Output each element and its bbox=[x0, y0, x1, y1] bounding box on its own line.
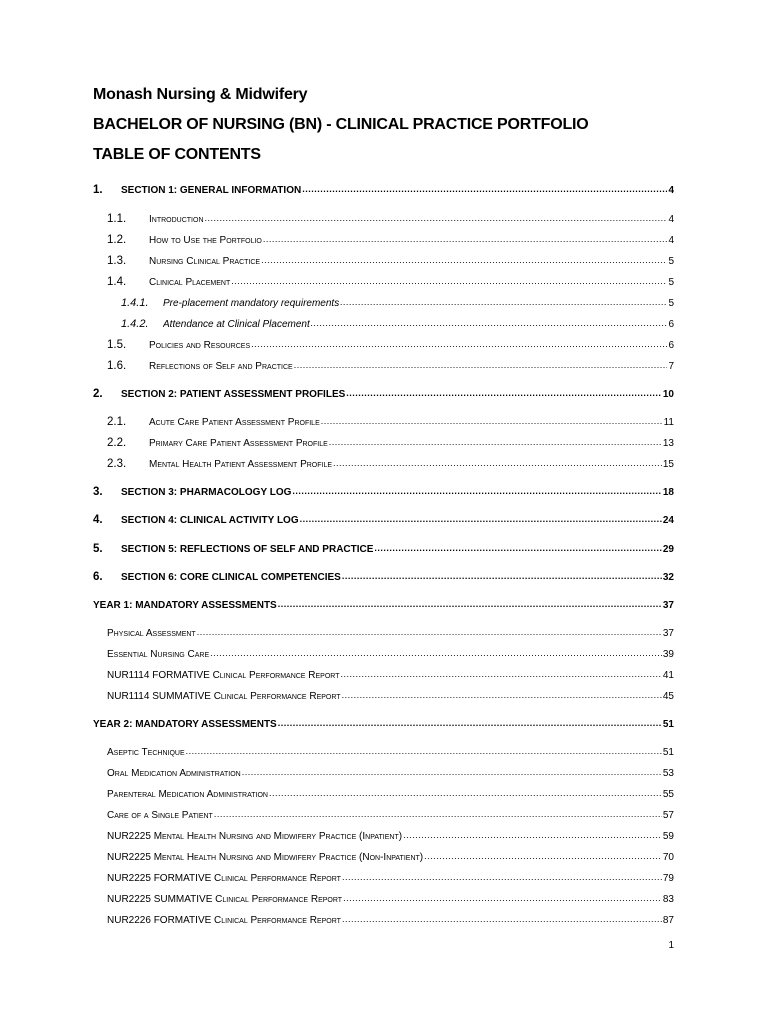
dot-leader bbox=[333, 459, 662, 468]
organization-name: Monash Nursing & Midwifery bbox=[93, 86, 308, 103]
toc-entry-line bbox=[121, 544, 674, 555]
toc-entry-label: Clinical Placement bbox=[149, 277, 231, 288]
toc-entry-label: SECTION 1: GENERAL INFORMATION bbox=[121, 185, 302, 196]
toc-entry[interactable] bbox=[0, 891, 768, 905]
toc-entry-label: Care of a Single Patient bbox=[107, 810, 213, 821]
toc-entry-label: SECTION 2: PATIENT ASSESSMENT PROFILES bbox=[121, 389, 346, 400]
toc-entry-label: Nursing Clinical Practice bbox=[149, 256, 261, 267]
toc-entry-page: 5 bbox=[668, 256, 674, 267]
toc-entry[interactable] bbox=[0, 512, 768, 526]
toc-entry[interactable] bbox=[0, 182, 768, 196]
toc-entry-number: 3. bbox=[93, 486, 103, 498]
dot-leader bbox=[343, 894, 662, 903]
toc-entry-page: 6 bbox=[668, 340, 674, 351]
toc-entry-page: 57 bbox=[662, 810, 674, 821]
toc-entry-line bbox=[107, 894, 674, 905]
toc-entry-page: 51 bbox=[662, 747, 674, 758]
toc-entry-number: 1.2. bbox=[107, 234, 127, 246]
toc-entry-line bbox=[163, 298, 674, 309]
toc-entry-line bbox=[107, 628, 674, 639]
dot-leader bbox=[340, 298, 667, 307]
toc-entry-number: 1.3. bbox=[107, 255, 127, 267]
toc-entry-page: 6 bbox=[668, 319, 674, 330]
dot-leader bbox=[374, 544, 661, 553]
toc-entry-line bbox=[121, 572, 674, 583]
toc-entry-line bbox=[163, 319, 674, 330]
dot-leader bbox=[231, 277, 667, 286]
dot-leader bbox=[300, 515, 662, 524]
toc-entry-label: Mental Health Patient Assessment Profile bbox=[149, 459, 333, 470]
toc-entry[interactable] bbox=[0, 386, 768, 400]
toc-entry[interactable] bbox=[0, 849, 768, 863]
toc-entry-page: 37 bbox=[662, 628, 674, 639]
dot-leader bbox=[210, 649, 662, 658]
toc-entry[interactable] bbox=[0, 625, 768, 639]
dot-leader bbox=[186, 747, 662, 756]
dot-leader bbox=[342, 572, 662, 581]
dot-leader bbox=[214, 810, 662, 819]
toc-entry-line bbox=[107, 649, 674, 660]
toc-entry-line bbox=[149, 256, 674, 267]
toc-entry-number: 6. bbox=[93, 571, 103, 583]
toc-entry-line bbox=[149, 214, 674, 225]
toc-entry[interactable] bbox=[0, 786, 768, 800]
toc-entry-number: 2. bbox=[93, 388, 103, 400]
toc-entry-number: 5. bbox=[93, 543, 103, 555]
toc-entry-page: 7 bbox=[668, 361, 674, 372]
toc-entry[interactable] bbox=[0, 870, 768, 884]
toc-entry[interactable] bbox=[0, 435, 768, 449]
toc-entry-label: SECTION 5: REFLECTIONS OF SELF AND PRACTICE bbox=[121, 544, 374, 555]
dot-leader bbox=[263, 235, 668, 244]
toc-entry[interactable] bbox=[0, 253, 768, 267]
dot-leader bbox=[342, 915, 662, 924]
toc-entry-page: 45 bbox=[662, 691, 674, 702]
dot-leader bbox=[346, 389, 662, 398]
toc-entry-page: 13 bbox=[662, 438, 674, 449]
toc-entry[interactable] bbox=[0, 912, 768, 926]
toc-entry[interactable] bbox=[0, 597, 768, 611]
toc-entry-page: 83 bbox=[662, 894, 674, 905]
toc-entry-page: 5 bbox=[668, 277, 674, 288]
toc-entry-page: 15 bbox=[662, 459, 674, 470]
toc-entry-label: Reflections of Self and Practice bbox=[149, 361, 293, 372]
toc-entry-label: Policies and Resources bbox=[149, 340, 251, 351]
toc-entry-page: 29 bbox=[662, 544, 674, 555]
dot-leader bbox=[269, 789, 662, 798]
toc-entry-line bbox=[121, 487, 674, 498]
toc-entry-label: NUR1114 SUMMATIVE Clinical Performance Report bbox=[107, 691, 341, 702]
toc-entry-line bbox=[149, 417, 674, 428]
dot-leader bbox=[342, 691, 662, 700]
toc-entry-label: SECTION 4: CLINICAL ACTIVITY LOG bbox=[121, 515, 299, 526]
toc-entry-label: NUR1114 FORMATIVE Clinical Performance Report bbox=[107, 670, 340, 681]
toc-entry-page: 5 bbox=[668, 298, 674, 309]
toc-entry-label: NUR2225 Mental Health Nursing and Midwifery Practice (Non-Inpatient) bbox=[107, 852, 424, 863]
toc-entry-label: Attendance at Clinical Placement bbox=[163, 319, 310, 330]
toc-entry-line bbox=[107, 691, 674, 702]
toc-entry-page: 59 bbox=[662, 831, 674, 842]
toc-entry[interactable] bbox=[0, 828, 768, 842]
toc-entry-label: Essential Nursing Care bbox=[107, 649, 210, 660]
toc-entry[interactable] bbox=[0, 456, 768, 470]
toc-entry[interactable] bbox=[0, 295, 768, 309]
toc-entry-number: 1.4. bbox=[107, 276, 127, 288]
toc-entry[interactable] bbox=[0, 541, 768, 555]
toc-entry-number: 1.6. bbox=[107, 360, 127, 372]
toc-entry-page: 41 bbox=[662, 670, 674, 681]
dot-leader bbox=[251, 340, 667, 349]
toc-entry[interactable] bbox=[0, 211, 768, 225]
dot-leader bbox=[340, 670, 661, 679]
dot-leader bbox=[342, 873, 662, 882]
toc-entry-page: 10 bbox=[662, 389, 674, 400]
dot-leader bbox=[278, 600, 662, 609]
toc-heading: TABLE OF CONTENTS bbox=[93, 146, 261, 163]
toc-entry-number: 1.5. bbox=[107, 339, 127, 351]
toc-entry-page: 55 bbox=[662, 789, 674, 800]
toc-entry-label: YEAR 2: MANDATORY ASSESSMENTS bbox=[93, 719, 277, 730]
toc-entry-line bbox=[121, 515, 674, 526]
toc-entry-line bbox=[149, 340, 674, 351]
toc-entry[interactable] bbox=[0, 765, 768, 779]
toc-entry-label: SECTION 6: CORE CLINICAL COMPETENCIES bbox=[121, 572, 341, 583]
dot-leader bbox=[321, 417, 663, 426]
toc-entry-number: 1.4.2. bbox=[121, 318, 149, 330]
toc-entry-label: Primary Care Patient Assessment Profile bbox=[149, 438, 328, 449]
toc-entry-number: 4. bbox=[93, 514, 103, 526]
page-number: 1 bbox=[668, 940, 674, 951]
toc-entry-label: Aseptic Technique bbox=[107, 747, 185, 758]
toc-entry[interactable] bbox=[0, 744, 768, 758]
toc-entry-label: Parenteral Medication Administration bbox=[107, 789, 268, 800]
toc-entry-line bbox=[107, 915, 674, 926]
toc-entry-label: NUR2226 FORMATIVE Clinical Performance Report bbox=[107, 915, 341, 926]
dot-leader bbox=[261, 256, 667, 265]
toc-entry-line bbox=[107, 852, 674, 863]
dot-leader bbox=[278, 719, 662, 728]
toc-entry[interactable] bbox=[0, 569, 768, 583]
dot-leader bbox=[197, 628, 662, 637]
dot-leader bbox=[403, 831, 662, 840]
toc-entry-label: Physical Assessment bbox=[107, 628, 196, 639]
toc-entry-page: 4 bbox=[668, 185, 674, 196]
toc-entry[interactable] bbox=[0, 337, 768, 351]
toc-entry-number: 1.1. bbox=[107, 213, 127, 225]
dot-leader bbox=[424, 852, 662, 861]
toc-entry[interactable] bbox=[0, 688, 768, 702]
toc-entry-line bbox=[107, 810, 674, 821]
toc-entry-page: 79 bbox=[662, 873, 674, 884]
toc-entry-label: How to Use the Portfolio bbox=[149, 235, 262, 246]
toc-entry-page: 53 bbox=[662, 768, 674, 779]
dot-leader bbox=[292, 487, 661, 496]
toc-entry-number: 1. bbox=[93, 184, 103, 196]
toc-entry-page: 4 bbox=[668, 214, 674, 225]
toc-entry-page: 32 bbox=[662, 572, 674, 583]
dot-leader bbox=[242, 768, 662, 777]
toc-entry-page: 4 bbox=[668, 235, 674, 246]
dot-leader bbox=[329, 438, 662, 447]
toc-entry-label: YEAR 1: MANDATORY ASSESSMENTS bbox=[93, 600, 277, 611]
toc-entry-line bbox=[93, 719, 674, 730]
toc-entry[interactable] bbox=[0, 646, 768, 660]
toc-entry-page: 70 bbox=[662, 852, 674, 863]
toc-entry-label: NUR2225 FORMATIVE Clinical Performance Report bbox=[107, 873, 341, 884]
toc-entry-page: 24 bbox=[662, 515, 674, 526]
toc-entry[interactable] bbox=[0, 716, 768, 730]
toc-entry-line bbox=[107, 670, 674, 681]
toc-entry[interactable] bbox=[0, 807, 768, 821]
document-title: BACHELOR OF NURSING (BN) - CLINICAL PRACTICE PORTFOLIO bbox=[93, 116, 589, 133]
toc-entry-label: Oral Medication Administration bbox=[107, 768, 241, 779]
toc-entry-line bbox=[107, 789, 674, 800]
toc-entry[interactable] bbox=[0, 274, 768, 288]
toc-entry-line bbox=[121, 389, 674, 400]
dot-leader bbox=[302, 185, 667, 194]
toc-entry-line bbox=[107, 747, 674, 758]
toc-entry-line bbox=[149, 277, 674, 288]
toc-entry-page: 11 bbox=[663, 417, 674, 428]
toc-entry-label: Introduction bbox=[149, 214, 204, 225]
dot-leader bbox=[311, 319, 668, 328]
toc-entry-number: 2.2. bbox=[107, 437, 127, 449]
toc-entry-line bbox=[93, 600, 674, 611]
toc-entry-line bbox=[149, 438, 674, 449]
toc-entry-number: 2.3. bbox=[107, 458, 127, 470]
toc-entry[interactable] bbox=[0, 414, 768, 428]
toc-entry[interactable] bbox=[0, 484, 768, 498]
toc-entry-line bbox=[149, 361, 674, 372]
toc-entry-line bbox=[149, 459, 674, 470]
toc-entry-line bbox=[149, 235, 674, 246]
toc-entry-page: 51 bbox=[662, 719, 674, 730]
dot-leader bbox=[205, 214, 668, 223]
toc-entry-page: 39 bbox=[662, 649, 674, 660]
toc-entry[interactable] bbox=[0, 358, 768, 372]
toc-entry-line bbox=[107, 768, 674, 779]
toc-entry-label: Acute Care Patient Assessment Profile bbox=[149, 417, 320, 428]
toc-entry[interactable] bbox=[0, 316, 768, 330]
toc-entry[interactable] bbox=[0, 232, 768, 246]
toc-entry-page: 37 bbox=[662, 600, 674, 611]
toc-entry-line bbox=[121, 185, 674, 196]
dot-leader bbox=[294, 361, 668, 370]
toc-entry-number: 2.1. bbox=[107, 416, 127, 428]
toc-entry-label: NUR2225 SUMMATIVE Clinical Performance Report bbox=[107, 894, 343, 905]
toc-entry-page: 87 bbox=[662, 915, 674, 926]
toc-entry-page: 18 bbox=[662, 487, 674, 498]
toc-entry-label: Pre-placement mandatory requirements bbox=[163, 298, 340, 309]
toc-entry-label: SECTION 3: PHARMACOLOGY LOG bbox=[121, 487, 292, 498]
toc-entry-number: 1.4.1. bbox=[121, 297, 149, 309]
toc-entry-line bbox=[107, 831, 674, 842]
toc-entry-label: NUR2225 Mental Health Nursing and Midwifery Practice (Inpatient) bbox=[107, 831, 403, 842]
toc-entry[interactable] bbox=[0, 667, 768, 681]
toc-entry-line bbox=[107, 873, 674, 884]
